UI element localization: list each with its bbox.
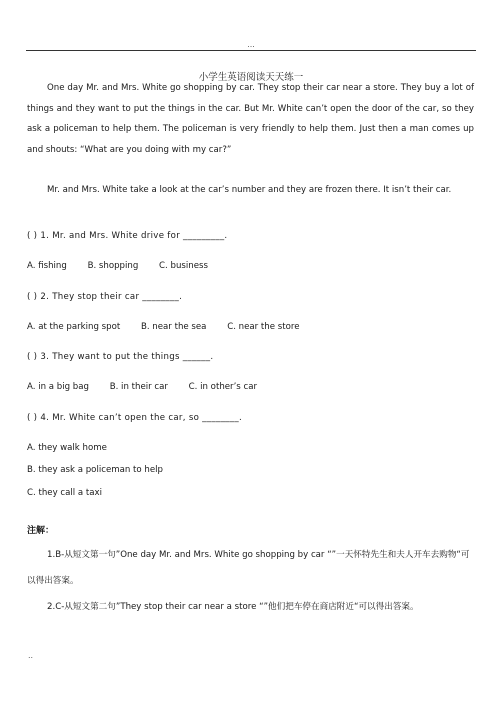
question-2-options <box>27 322 300 332</box>
footer-mark: .. <box>28 651 34 660</box>
page-title: 小学生英语阅读天天练一 <box>198 72 304 83</box>
question-3-options <box>27 382 257 392</box>
question-3: ( ) 3. They want to put the things ______. <box>27 352 214 362</box>
option-a: A. at the parking spot <box>27 322 121 332</box>
passage-paragraph-1 <box>27 78 474 160</box>
note-item-1 <box>27 542 477 594</box>
note-item-1-text: 1.B-从短文第一句”One day Mr. and Mrs. White go shopping by car “”一天怀特先生和夫人开车去购物“可以得出答案。 <box>27 550 470 586</box>
question-4-option-a: A. they walk home <box>27 443 107 453</box>
note-item-2 <box>27 594 477 620</box>
header-mark: ... <box>247 40 255 49</box>
header-rule <box>26 50 476 51</box>
question-4-option-b: B. they ask a policeman to help <box>27 465 163 475</box>
question-4-option-c: C. they call a taxi <box>27 488 102 498</box>
notes-heading: 注解： <box>27 526 55 536</box>
option-b: B. in their car <box>109 382 168 392</box>
question-1: ( ) 1. Mr. and Mrs. White drive for _________. <box>27 231 228 241</box>
note-item-2-text: 2.C-从短文第二句”They stop their car near a store “”他们把车停在商店附近“可以得出答案。 <box>47 602 419 612</box>
passage-paragraph-2-text: Mr. and Mrs. White take a look at the car’s number and they are frozen there. It isn’t their car. <box>47 185 452 195</box>
option-b: B. shopping <box>87 261 139 271</box>
passage-paragraph-2 <box>27 180 474 201</box>
option-c: C. in other’s car <box>188 382 258 392</box>
option-c: C. near the store <box>227 322 300 332</box>
question-1-options <box>27 261 208 271</box>
option-b: B. near the sea <box>140 322 207 332</box>
option-a: A. in a big bag <box>27 382 89 392</box>
option-a: A. fishing <box>27 261 67 271</box>
option-c: C. business <box>159 261 208 271</box>
question-2: ( ) 2. They stop their car ________. <box>27 292 183 302</box>
passage-paragraph-1-text: One day Mr. and Mrs. White go shopping by car. They stop their car near a store. They buy a lot of things and they want to put the things in the car. But Mr. White can’t open the door of the car, so they ask a policeman to help them. The policeman is very friendly to help them. Just then a man comes up and shouts: “What are you doing with my car?” <box>27 83 474 155</box>
question-4: ( ) 4. Mr. White can’t open the car, so ________. <box>27 413 242 423</box>
